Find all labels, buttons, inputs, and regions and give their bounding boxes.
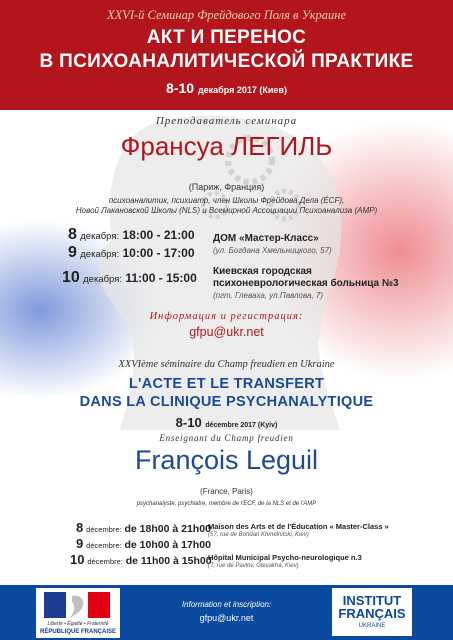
schedule-row-fr: 8 décembre: de 18h00 à 21h00	[76, 520, 211, 535]
dates-ru: 8-10 декабря 2017 (Киев)	[166, 80, 287, 96]
email-link-ru[interactable]: gfpu@ukr.net	[189, 325, 264, 339]
teacher-label-ru: Преподаватель семинара	[155, 115, 298, 127]
if-line1: INSTITUT	[342, 593, 402, 608]
title-line1-ru: АКТ И ПЕРЕНОС	[146, 27, 307, 48]
title-line1-fr: L'ACTE ET LE TRANSFERT	[128, 376, 325, 392]
venue1-address-fr: (57, rue de Bohdan Khmelnitski, Kiev)	[208, 532, 309, 538]
seminar-title-ru: XXVI-й Семинар Фрейдового Поля в Украине	[106, 8, 347, 22]
lecturer-name-fr: François Leguil	[134, 445, 319, 475]
venue2-line2-ru: психоневрологическая больница №3	[213, 278, 399, 289]
if-line3: UKRAINE	[358, 623, 386, 629]
venue2-address-ru: (пгт. Глеваха, ул.Павлова, 7)	[213, 291, 324, 300]
schedule-row-fr: 10 décembre: de 11h00 à 15h00	[70, 552, 212, 567]
venue2-fr: Hôpital Municipal Psycho-neurologique n.3	[208, 553, 362, 562]
header-banner	[0, 0, 453, 110]
venue1-ru: ДОМ «Мастер-Класс»	[213, 233, 319, 244]
venue2-address-fr: (7, rue de Pavlov, Glevakha, Kiev)	[208, 563, 299, 569]
info-label-ru: Информация и регистрация:	[149, 311, 304, 322]
dates-fr: 8-10 décembre 2017 (Kyiv)	[175, 415, 278, 430]
lecturer-location-ru: (Париж, Франция)	[188, 182, 265, 192]
institut-francais-logo	[332, 588, 412, 636]
lecturer-desc-fr: psychanalyste, psychiatre, membre de l'ECF, de la NLS et de l'AMP	[136, 501, 317, 507]
lecturer-name-ru: Франсуа ЛЕГИЛЬ	[120, 131, 333, 161]
rf-motto: Liberté • Égalité • Fraternité	[47, 621, 109, 627]
title-line2-fr: DANS LA CLINIQUE PSYCHANALYTIQUE	[79, 394, 374, 410]
info-label-fr: Information et inscription:	[181, 600, 272, 609]
venue1-fr: Maison des Arts et de l'Éducation « Master-Class »	[208, 522, 389, 531]
venue1-address-ru: (ул. Богдана Хмельницкого, 57)	[213, 246, 332, 255]
email-link-fr[interactable]: gfpu@ukr.net	[199, 613, 254, 623]
teacher-label-fr: Enseignant du Champ freudien	[159, 433, 294, 443]
seminar-title-fr: XXVIème séminaire du Champ freudien en Ukraine	[118, 359, 335, 370]
schedule-row-ru: 8 декабря: 18:00 - 21:00	[68, 226, 195, 243]
lecturer-desc-line1-ru: психоаналитик, психиатр, член Школы Фрейдова Дела (ÉCF),	[108, 196, 345, 205]
rf-name: RÉPUBLIQUE FRANÇAISE	[39, 629, 116, 635]
lecturer-location-fr: (France, Paris)	[200, 487, 253, 496]
venue2-line1-ru: Киевская городская	[213, 266, 312, 277]
schedule-row-fr: 9 décembre: de 10h00 à 17h00	[76, 536, 211, 551]
lecturer-desc-line2-ru: Новой Лакановской Школы (NLS) и Всемирной Ассоциации Психоанализа (AMP)	[75, 206, 378, 215]
schedule-row-ru: 9 декабря: 10:00 - 17:00	[68, 244, 195, 261]
title-line2-ru: В ПСИХОАНАЛИТИЧЕСКОЙ ПРАКТИКЕ	[39, 51, 414, 72]
if-line2: FRANÇAIS	[338, 606, 406, 621]
schedule-row-ru: 10 декабря: 11:00 - 15:00	[62, 269, 197, 286]
